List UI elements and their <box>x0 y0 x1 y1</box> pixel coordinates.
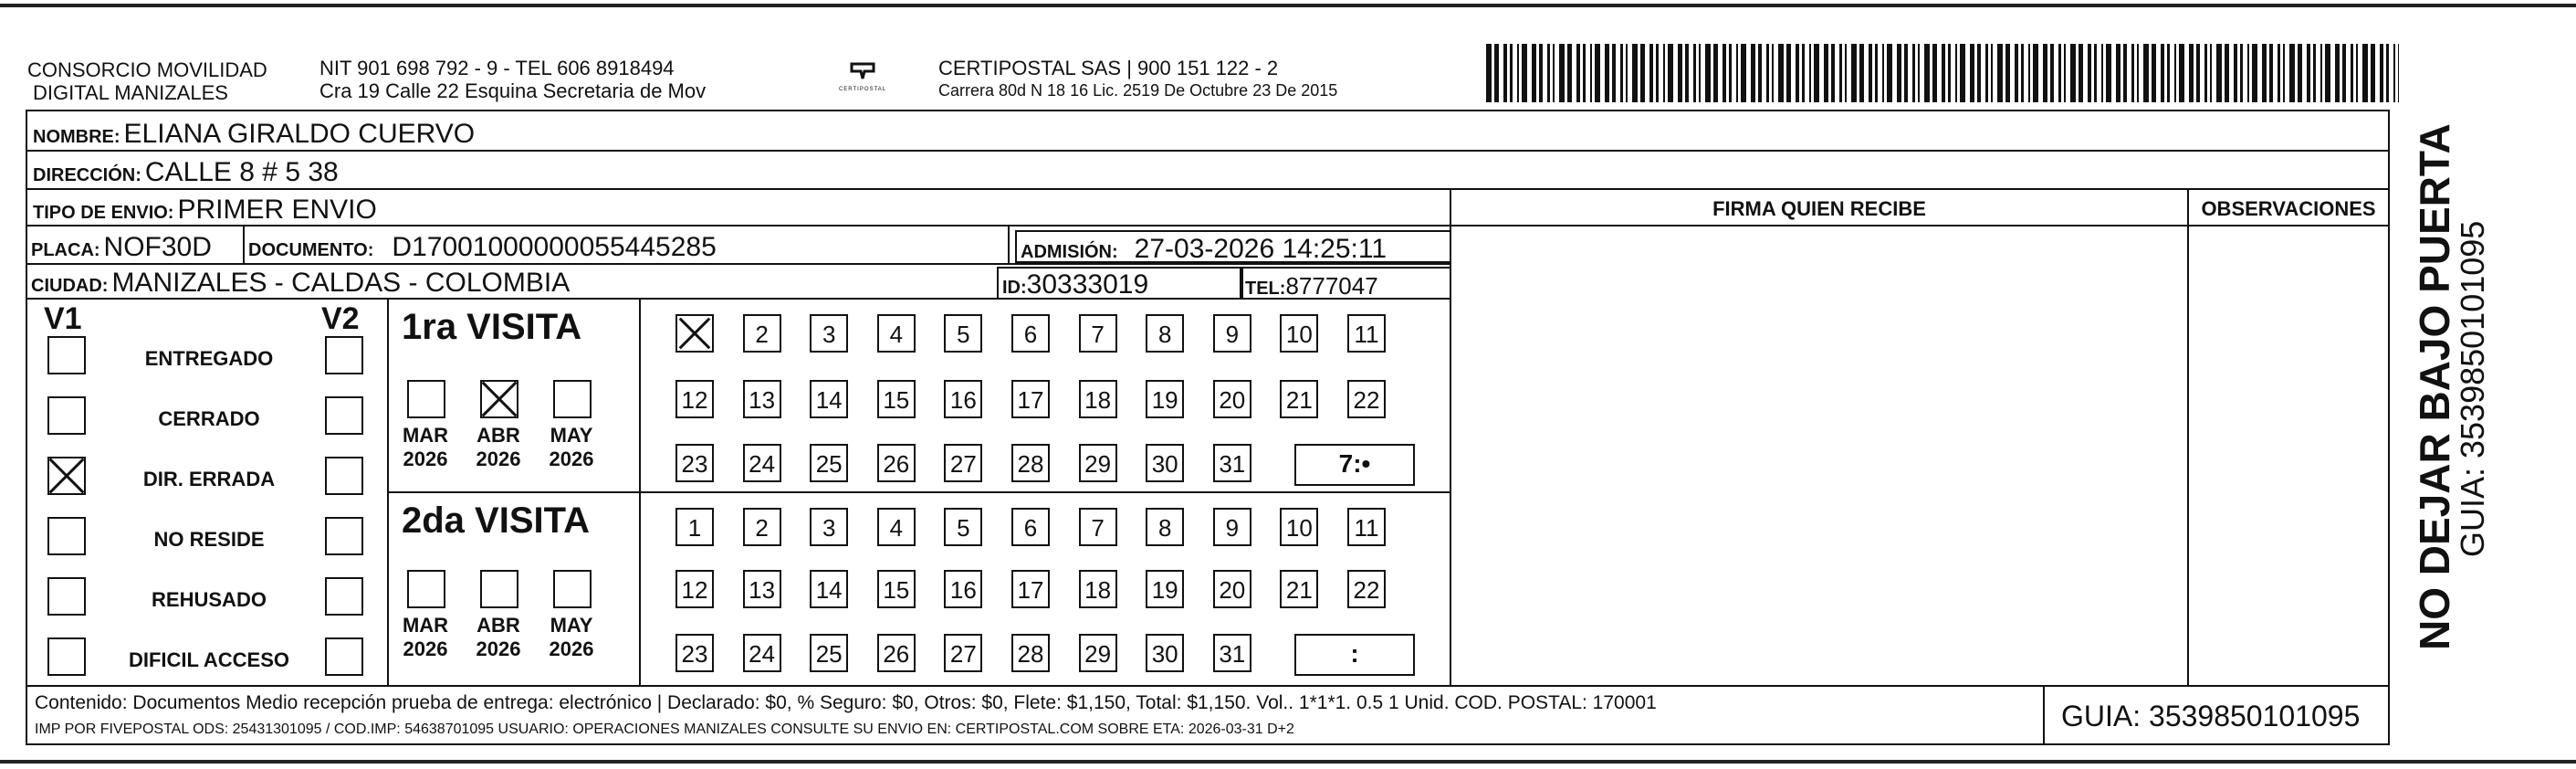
second-visit-month-checkbox[interactable] <box>407 570 445 608</box>
second-visit-day[interactable]: 25 <box>810 634 848 672</box>
status-label: NO RESIDE <box>153 528 265 551</box>
first-visit-day[interactable]: 10 <box>1280 314 1318 353</box>
first-visit-day[interactable]: 9 <box>1213 314 1251 353</box>
firma-area[interactable] <box>1450 188 2189 687</box>
second-visit-day[interactable]: 28 <box>1011 634 1050 672</box>
second-visit-day[interactable]: 1 <box>675 508 714 546</box>
first-visit-day[interactable]: 28 <box>1011 444 1050 482</box>
v2-checkbox[interactable] <box>325 637 363 676</box>
placa-value: NOF30D <box>103 232 212 262</box>
first-visit-day[interactable]: 11 <box>1347 314 1386 353</box>
id-label: ID: <box>1002 278 1027 298</box>
row-direccion <box>26 150 2390 190</box>
first-visit-day[interactable]: 26 <box>877 444 916 482</box>
footer-content: Contenido: Documentos Medio recepción prueba de entrega: electrónico | Declarado: $0, % Seguro: $0, Otros: $0, Flete: $1,150, Total: $1,150. Vol.. 1*1*1. 0.5 1 Unid. COD. POSTAL: 170001 <box>35 692 1657 713</box>
v1-checkbox[interactable] <box>47 577 86 616</box>
first-visit-month-checkbox[interactable] <box>407 380 445 418</box>
v1-checkbox[interactable] <box>47 396 86 435</box>
admision-label: ADMISIÓN: <box>1021 242 1118 262</box>
v2-checkbox[interactable] <box>325 517 363 555</box>
second-visit-day[interactable]: 24 <box>743 634 781 672</box>
second-visit-day[interactable]: 5 <box>944 508 982 546</box>
first-visit-month-checkbox[interactable] <box>480 380 518 418</box>
nombre-value: ELIANA GIRALDO CUERVO <box>123 119 476 149</box>
status-label: DIFICIL ACCESO <box>128 648 289 671</box>
second-visit-day[interactable]: 9 <box>1213 508 1251 546</box>
row-nombre <box>26 110 2390 152</box>
v1-checkbox[interactable] <box>47 517 86 555</box>
second-visit-day[interactable]: 14 <box>810 570 848 608</box>
first-visit-day[interactable]: 13 <box>743 380 781 418</box>
v2-checkbox[interactable] <box>325 336 363 374</box>
barcode <box>1486 44 2399 102</box>
bottom-edge <box>0 760 2576 764</box>
second-visit-day[interactable]: 27 <box>944 634 982 672</box>
month-year: 2026 <box>403 637 448 660</box>
second-visit-day[interactable]: 31 <box>1213 634 1251 672</box>
status-label: REHUSADO <box>152 588 267 611</box>
documento-value: D17001000000055445285 <box>392 232 717 262</box>
observaciones-area[interactable] <box>2187 188 2390 687</box>
month-name: ABR <box>476 424 520 447</box>
nombre-label: NOMBRE: <box>33 127 120 147</box>
company-name: CONSORCIO MOVILIDAD DIGITAL MANIZALES <box>27 58 267 104</box>
second-visit-day[interactable]: 19 <box>1146 570 1184 608</box>
first-visit-day[interactable]: 12 <box>675 380 714 418</box>
documento-cell <box>243 225 1010 265</box>
first-visit-day[interactable]: 17 <box>1011 380 1050 418</box>
first-visit-day[interactable]: 16 <box>944 380 982 418</box>
second-visit-day[interactable]: 7 <box>1079 508 1117 546</box>
ciudad-label: CIUDAD: <box>31 276 109 296</box>
month-name: MAR <box>402 424 449 447</box>
second-visit-day[interactable]: 2 <box>743 508 781 546</box>
v1-checkbox[interactable] <box>47 336 86 374</box>
tel-value: 8777047 <box>1285 272 1378 300</box>
tel-label: TEL: <box>1245 279 1286 299</box>
second-visit-time[interactable]: : <box>1294 634 1415 676</box>
first-visit-day[interactable]: 30 <box>1146 444 1184 482</box>
first-visit-day[interactable]: 29 <box>1079 444 1117 482</box>
first-visit-day[interactable]: 7 <box>1079 314 1117 353</box>
footer-guia: GUIA: 3539850101095 <box>2061 700 2361 732</box>
second-visit-day[interactable]: 22 <box>1347 570 1386 608</box>
second-visit-month-checkbox[interactable] <box>480 570 518 608</box>
footer-imp: IMP POR FIVEPOSTAL ODS: 25431301095 / COD.IMP: 54638701095 USUARIO: OPERACIONES MANIZALES CONSULTE SU ENVIO EN: CERTIPOSTAL.COM SOBRE ETA: 2026-03-31 D+2 <box>35 722 1294 737</box>
status-label: CERRADO <box>158 407 260 430</box>
top-edge <box>0 4 2576 7</box>
month-year: 2026 <box>549 637 594 660</box>
first-visit-day[interactable]: 20 <box>1213 380 1251 418</box>
month-name: MAR <box>402 614 449 637</box>
month-year: 2026 <box>403 448 448 470</box>
second-visit-day[interactable]: 3 <box>810 508 848 546</box>
company-info: NIT 901 698 792 - 9 - TEL 606 8918494 Cra 19 Calle 22 Esquina Secretaria de Mov <box>319 57 707 102</box>
placa-cell <box>26 225 245 265</box>
second-visit-day[interactable]: 20 <box>1213 570 1251 608</box>
first-visit-day[interactable]: 25 <box>810 444 848 482</box>
v1-checkbox[interactable] <box>47 457 86 495</box>
first-visit-day[interactable]: 3 <box>810 314 848 353</box>
firma-label: FIRMA QUIEN RECIBE <box>1712 197 1926 220</box>
second-visit-day[interactable]: 18 <box>1079 570 1117 608</box>
admision-value: 27-03-2026 14:25:11 <box>1134 234 1387 264</box>
second-visit-day[interactable]: 11 <box>1347 508 1386 546</box>
first-visit-day[interactable]: 8 <box>1146 314 1184 353</box>
second-visit-day[interactable]: 15 <box>877 570 916 608</box>
first-visit-day[interactable]: 23 <box>675 444 714 482</box>
second-visit-day[interactable]: 4 <box>877 508 916 546</box>
status-label: DIR. ERRADA <box>142 468 276 490</box>
second-visit-day[interactable]: 16 <box>944 570 982 608</box>
first-visit-day[interactable]: 31 <box>1213 444 1251 482</box>
second-visit-month-checkbox[interactable] <box>553 570 592 608</box>
v2-checkbox[interactable] <box>325 457 363 495</box>
second-visit-day[interactable]: 10 <box>1280 508 1318 546</box>
second-visit-day[interactable]: 21 <box>1280 570 1318 608</box>
admision-cell <box>1015 230 1451 263</box>
no-dejar-bajo-puerta: NO DEJAR BAJO PUERTA <box>2411 123 2458 650</box>
first-visit-label: 1ra VISITA <box>402 307 582 347</box>
first-visit-day[interactable] <box>675 314 714 353</box>
status-label: ENTREGADO <box>144 347 274 370</box>
v2-checkbox[interactable] <box>325 396 363 435</box>
status-divider <box>387 300 389 687</box>
second-visit-day[interactable]: 29 <box>1079 634 1117 672</box>
observaciones-label: OBSERVACIONES <box>2201 197 2376 220</box>
second-visit-day[interactable]: 17 <box>1011 570 1050 608</box>
second-visit-day[interactable]: 8 <box>1146 508 1184 546</box>
visit-divider <box>387 491 1451 493</box>
first-visit-day[interactable]: 21 <box>1280 380 1318 418</box>
first-visit-day[interactable]: 5 <box>944 314 982 353</box>
v1-label: V1 <box>44 301 82 336</box>
tipo-value: PRIMER ENVIO <box>177 195 377 225</box>
ciudad-value: MANIZALES - CALDAS - COLOMBIA <box>111 268 571 298</box>
first-visit-day[interactable]: 4 <box>877 314 916 353</box>
certipostal-logo: CERTIPOSTAL <box>835 60 890 92</box>
month-year: 2026 <box>476 448 521 470</box>
first-visit-day[interactable]: 22 <box>1347 380 1386 418</box>
month-divider <box>639 300 641 687</box>
month-name: ABR <box>476 614 520 637</box>
id-cell <box>997 267 1243 300</box>
second-visit-day[interactable]: 30 <box>1146 634 1184 672</box>
second-visit-day[interactable]: 6 <box>1011 508 1050 546</box>
first-visit-day[interactable]: 27 <box>944 444 982 482</box>
first-visit-day[interactable]: 2 <box>743 314 781 353</box>
first-visit-day[interactable]: 14 <box>810 380 848 418</box>
month-name: MAY <box>550 614 593 637</box>
first-visit-day[interactable]: 19 <box>1146 380 1184 418</box>
direccion-label: DIRECCIÓN: <box>33 165 141 185</box>
id-value: 30333019 <box>1026 269 1149 300</box>
direccion-value: CALLE 8 # 5 38 <box>144 157 339 187</box>
second-visit-day[interactable]: 12 <box>675 570 714 608</box>
first-visit-day[interactable]: 18 <box>1079 380 1117 418</box>
second-visit-day[interactable]: 26 <box>877 634 916 672</box>
first-visit-day[interactable]: 24 <box>743 444 781 482</box>
first-visit-day[interactable]: 15 <box>877 380 916 418</box>
tel-cell <box>1240 267 1451 300</box>
v2-checkbox[interactable] <box>325 577 363 616</box>
side-guia: GUIA: 3539850101095 <box>2454 220 2491 557</box>
placa-label: PLACA: <box>31 240 100 260</box>
v2-label: V2 <box>321 301 360 336</box>
first-visit-day[interactable]: 6 <box>1011 314 1050 353</box>
carrier-info: CERTIPOSTAL SAS | 900 151 122 - 2 Carrera 80d N 18 16 Lic. 2519 De Octubre 23 De 2015 <box>938 57 1338 100</box>
logo-icon <box>849 60 876 82</box>
documento-label: DOCUMENTO: <box>248 240 374 260</box>
month-year: 2026 <box>476 637 521 660</box>
second-visit-day[interactable]: 13 <box>743 570 781 608</box>
first-visit-time[interactable]: 7:• <box>1294 444 1415 486</box>
first-visit-month-checkbox[interactable] <box>553 380 592 418</box>
tipo-label: TIPO DE ENVIO: <box>33 203 174 223</box>
footer <box>26 685 2390 745</box>
month-name: MAY <box>550 424 593 447</box>
v1-checkbox[interactable] <box>47 637 86 676</box>
second-visit-label: 2da VISITA <box>402 500 590 541</box>
second-visit-day[interactable]: 23 <box>675 634 714 672</box>
month-year: 2026 <box>549 448 594 470</box>
